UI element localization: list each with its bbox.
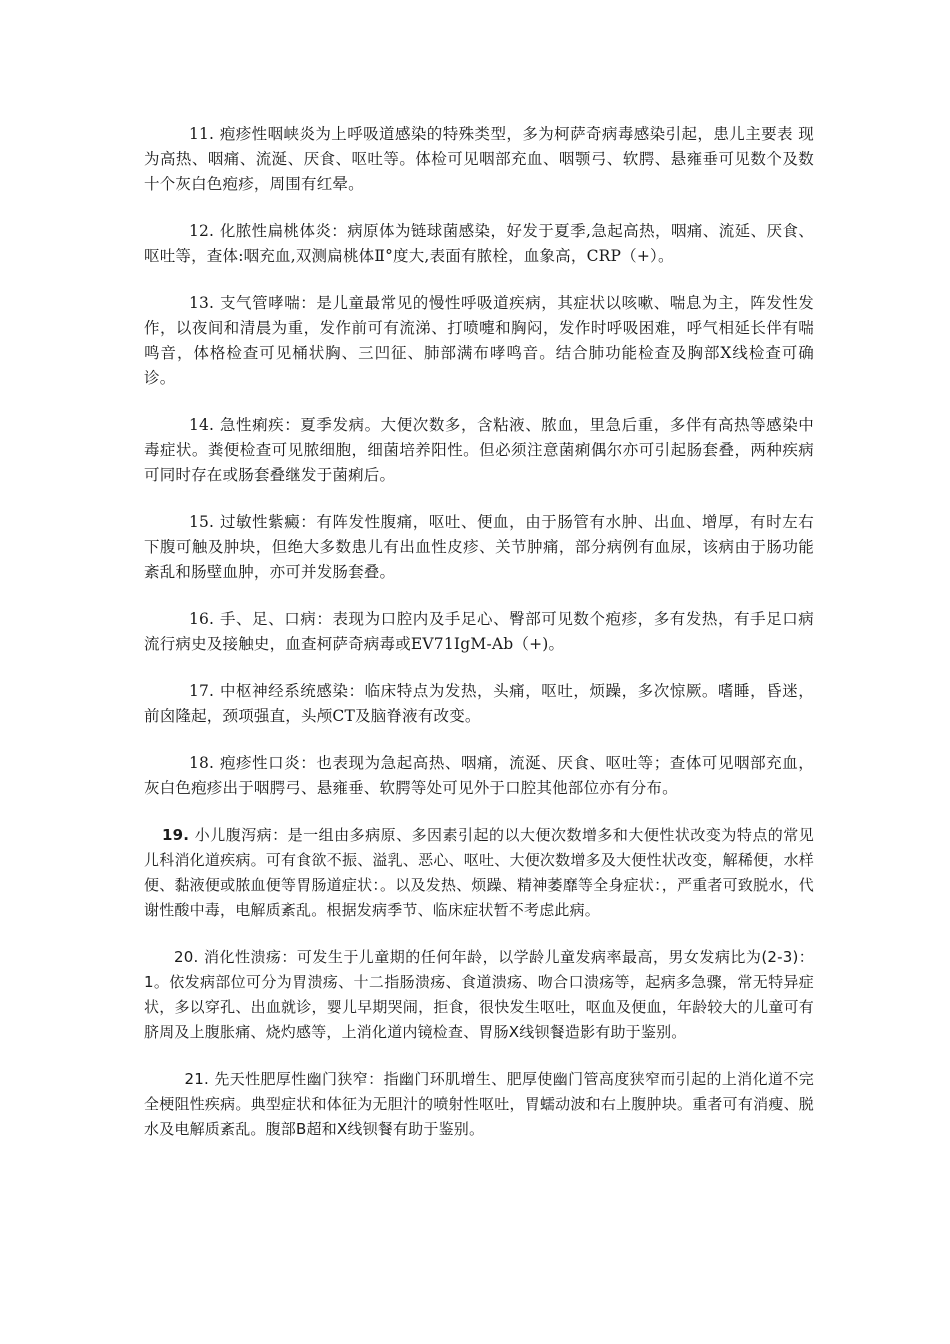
paragraph-number: 11.	[188, 125, 215, 143]
paragraph-11	[144, 122, 814, 197]
paragraph-text: 小儿腹泻病：是一组由多病原、多因素引起的以大便次数增多和大便性状改变为特点的常见儿科消化道疾病。可有食欲不振、溢乳、恶心、呕吐、大便次数增多及大便性状改变，解稀便，水样便、黏液便或脓血便等胃肠道症状：。以及发热、烦躁、精神萎靡等全身症状：，严重者可致脱水，代谢性酸中毒，电解质紊乱。根据发病季节、临床症状暂不考虑此病。	[144, 826, 814, 919]
paragraph-18	[144, 751, 814, 801]
paragraph-text: 消化性溃疡：可发生于儿童期的任何年龄，以学龄儿童发病率最高，男女发病比为(2-3)：1。依发病部位可分为胃溃疡、十二指肠溃疡、食道溃疡、吻合口溃疡等，起病多急骤，常无特异症状，多以穿孔、出血就诊，婴儿早期哭闹，拒食，很快发生呕吐，呕血及便血，年龄较大的儿童可有脐周及上腹胀痛、烧灼感等，上消化道内镜检查、胃肠X线钡餐造影有助于鉴别。	[144, 948, 814, 1041]
paragraph-text: 疱疹性咽峡炎为上呼吸道感染的特殊类型，多为柯萨奇病毒感染引起，患儿主要表 现为高热、咽痛、流涎、厌食、呕吐等。体检可见咽部充血、咽颚弓、软腭、悬雍垂可见数个及数十个灰白色疱疹，周围有红晕。	[144, 125, 814, 193]
paragraph-16	[144, 607, 814, 657]
paragraph-number: 19.	[162, 826, 190, 844]
paragraph-number: 14.	[188, 416, 215, 434]
paragraph-15	[144, 510, 814, 585]
paragraph-20	[144, 945, 814, 1045]
paragraph-number: 18.	[188, 754, 215, 772]
paragraph-text: 疱疹性口炎：也表现为急起高热、咽痛，流涎、厌食、呕吐等；查体可见咽部充血，灰白色疱疹出于咽腭弓、悬雍垂、软腭等处可见外于口腔其他部位亦有分布。	[144, 754, 814, 797]
paragraph-number: 20.	[174, 948, 199, 966]
paragraph-number: 15.	[188, 513, 215, 531]
paragraph-13	[144, 291, 814, 391]
document-body	[144, 122, 814, 1164]
paragraph-14	[144, 413, 814, 488]
paragraph-number: 12.	[188, 222, 215, 240]
paragraph-number: 13.	[188, 294, 215, 312]
paragraph-text: 化脓性扁桃体炎：病原体为链球菌感染，好发于夏季,急起高热，咽痛、流延、厌食、呕吐等，查体:咽充血,双测扁桃体Ⅱ°度大,表面有脓栓，血象高，CRP（+）。	[144, 222, 814, 265]
paragraph-text: 急性痢疾：夏季发病。大便次数多，含粘液、脓血，里急后重，多伴有高热等感染中毒症状。粪便检查可见脓细胞，细菌培养阳性。但必须注意菌痢偶尔亦可引起肠套叠，两种疾病可同时存在或肠套叠继发于菌痢后。	[144, 416, 814, 484]
paragraph-number: 16.	[188, 610, 215, 628]
paragraph-number: 21.	[184, 1070, 209, 1088]
paragraph-text: 过敏性紫癜：有阵发性腹痛，呕吐、便血，由于肠管有水肿、出血、增厚，有时左右下腹可触及肿块，但绝大多数患儿有出血性皮疹、关节肿痛，部分病例有血尿，该病由于肠功能紊乱和肠壁血肿，亦可并发肠套叠。	[144, 513, 814, 581]
paragraph-19	[144, 823, 814, 923]
paragraph-17	[144, 679, 814, 729]
paragraph-text: 中枢神经系统感染：临床特点为发热，头痛，呕吐，烦躁，多次惊厥。嗜睡，昏迷，前囟隆起，颈项强直，头颅CT及脑脊液有改变。	[144, 682, 814, 725]
paragraph-number: 17.	[188, 682, 215, 700]
paragraph-text: 手、足、口病：表现为口腔内及手足心、臀部可见数个疱疹，多有发热，有手足口病流行病史及接触史，血查柯萨奇病毒或EV71IgM-Ab（+)。	[144, 610, 814, 653]
paragraph-21	[144, 1067, 814, 1142]
paragraph-12	[144, 219, 814, 269]
paragraph-text: 先天性肥厚性幽门狭窄：指幽门环肌增生、肥厚使幽门管高度狭窄而引起的上消化道不完全梗阻性疾病。典型症状和体征为无胆汁的喷射性呕吐，胃蠕动波和右上腹肿块。重者可有消瘦、脱水及电解质紊乱。腹部B超和X线钡餐有助于鉴别。	[144, 1070, 814, 1138]
paragraph-text: 支气管哮喘：是儿童最常见的慢性呼吸道疾病，其症状以咳嗽、喘息为主，阵发性发作，以夜间和清晨为重，发作前可有流涕、打喷嚏和胸闷，发作时呼吸困难，呼气相延长伴有喘鸣音，体格检查可见桶状胸、三凹征、肺部满布哮鸣音。结合肺功能检查及胸部X线检查可确诊。	[144, 294, 814, 387]
